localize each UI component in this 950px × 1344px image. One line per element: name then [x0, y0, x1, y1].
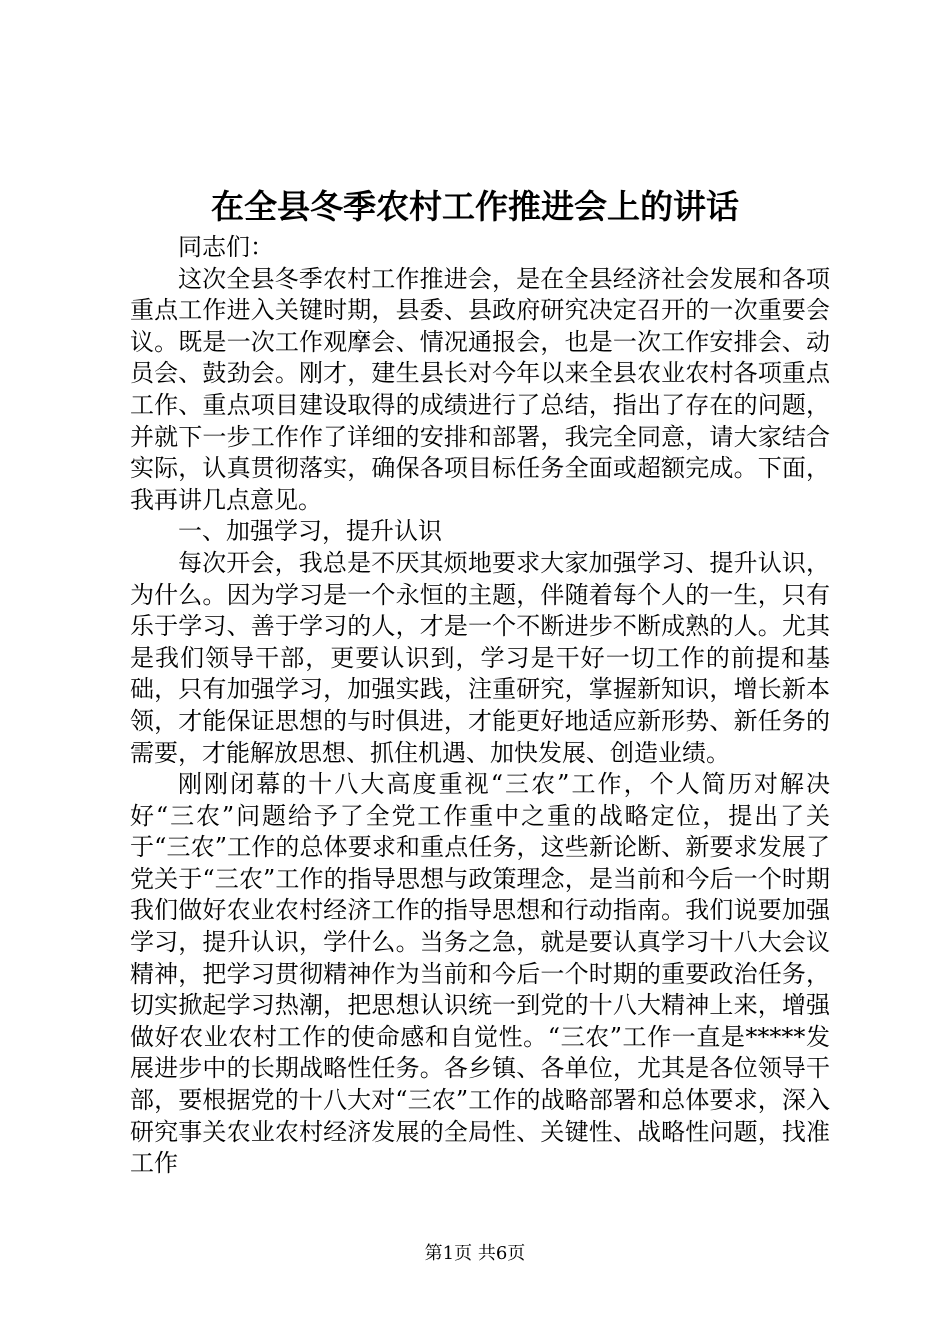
congress-paragraph: 刚刚闭幕的十八大高度重视“三农”工作，个人简历对解决好“三农”问题给予了全党工作重中之重的战略定位，提出了关于“三农”工作的总体要求和重点任务，这些新论断、新要求发展了党关于“三农”工作的指导思想与政策理念，是当前和今后一个时期我们做好农业农村经济工作的指导思想和行动指南。我们说要加强学习，提升认识，学什么。当务之急，就是要认真学习十八大会议精神，把学习贯彻精神作为当前和今后一个时期的重要政治任务，切实掀起学习热潮，把思想认识统一到党的十八大精神上来，增强做好农业农村工作的使命感和自觉性。“三农”工作一直是*****发展进步中的长期战略性任务。各乡镇、各单位，尤其是各位领导干部，要根据党的十八大对“三农”工作的战略部署和总体要求，深入研究事关农业农村经济发展的全局性、关键性、战略性问题，找准工作 [130, 770, 830, 1178]
salutation-paragraph: 同志们： [178, 233, 274, 261]
section-heading: 一、加强学习，提升认识 [178, 517, 442, 546]
page-number-footer: 第1页 共6页 [424, 1243, 526, 1264]
document-title: 在全县冬季农村工作推进会上的讲话 [211, 187, 739, 226]
study-paragraph: 每次开会，我总是不厌其烦地要求大家加强学习、提升认识，为什么。因为学习是一个永恒的主题，伴随着每个人的一生，只有乐于学习、善于学习的人，才是一个不断进步不断成熟的人。尤其是我们领导干部，更要认识到，学习是干好一切工作的前提和基础，只有加强学习，加强实践，注重研究，掌握新知识，增长新本领，才能保证思想的与时俱进，才能更好地适应新形势、新任务的需要，才能解放思想、抓住机遇、加快发展、创造业绩。 [130, 548, 830, 767]
document-body [130, 232, 830, 1180]
intro-paragraph: 这次全县冬季农村工作推进会，是在全县经济社会发展和各项重点工作进入关键时期，县委、县政府研究决定召开的一次重要会议。既是一次工作观摩会、情况通报会，也是一次工作安排会、动员会、鼓劲会。刚才，建生县长对今年以来全县农业农村各项重点工作、重点项目建设取得的成绩进行了总结，指出了存在的问题，并就下一步工作作了详细的安排和部署，我完全同意，请大家结合实际，认真贯彻落实，确保各项目标任务全面或超额完成。下面，我再讲几点意见。 [130, 264, 830, 514]
